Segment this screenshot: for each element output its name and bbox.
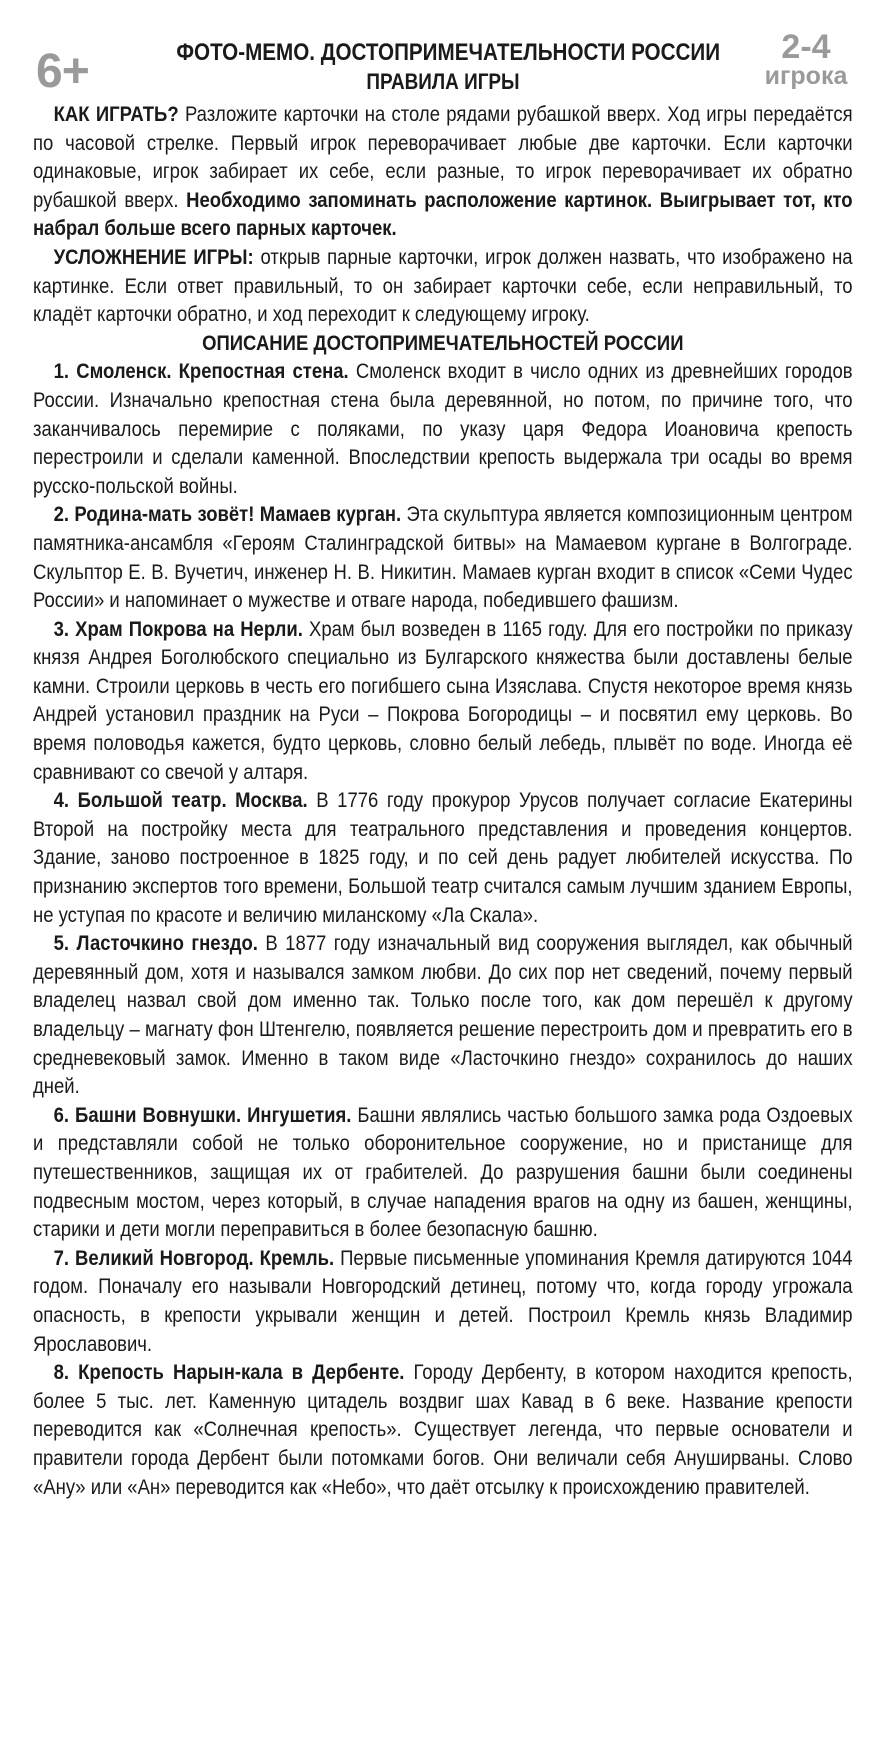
landmark-title: 8. Крепость Нарын-кала в Дербенте. <box>53 1360 405 1385</box>
title-block <box>133 37 753 95</box>
header <box>33 30 853 100</box>
landmark-paragraph <box>33 1244 853 1358</box>
landmark-text: Храм был возведен в 1165 году. Для его постройки по приказу князя Андрея Боголюбского специально из Булгарского княжества были доставлены белые камни. Строили церковь в честь его погибшего сына Изяслава. Спустя некоторое время князь Андрей установил праздник на Руси – Покрова Богородицы – и посвятил ему церковь. Во время половодья кажется, будто церковь, словно белый лебедь, плывёт по воде. Иногда её сравнивают со свечой у алтаря. <box>33 616 853 784</box>
landmark-title: 1. Смоленск. Крепостная стена. <box>53 359 349 384</box>
landmark-text: Первые письменные упоминания Кремля датируются 1044 годом. Поначалу его называли Новгородский детинец, потому что, когда городу угрожала опасность, в крепости укрывали женщин и детей. Построил Кремль князь Владимир Ярославович. <box>33 1245 853 1356</box>
landmark-paragraph <box>33 1358 853 1501</box>
complication-text: открыв парные карточки, игрок должен назвать, что изображено на картинке. Если ответ правильный, то он забирает карточки себе, если неправильный, то кладёт карточки обратно, и ход переходит к следующему игроку. <box>33 244 853 327</box>
landmark-text: В 1776 году прокурор Урусов получает согласие Екатерины Второй на постройку места для театрального представления и проведения концертов. Здание, заново построенное в 1825 году, и по сей день радует любителей искусства. По признанию экспертов того времени, Большой театр считался самым лучшим зданием Европы, не уступая по красоте и величию миланскому «Ла Скала». <box>33 788 853 927</box>
players-label: игрока <box>764 62 848 90</box>
landmark-text: Эта скульптура является композиционным центром памятника-ансамбля «Героям Сталинградской битвы» на Мамаевом кургане в Волгограде. Скульптор Е. В. Вучетич, инженер Н. В. Никитин. Мамаев курган входит в список «Семи Чудес России» и напоминает о мужестве и отваге народа, победившего фашизм. <box>33 502 853 613</box>
landmark-paragraph <box>33 786 853 929</box>
landmark-text: Башни являлись частью большого замка рода Оздоевых и представляли собой не только оборонительное сооружение, но и пристанище для путешественников, защищая их от грабителей. До разрушения башни были соединены подвесным мостом, через который, в случае нападения врагов на одну из башен, женщины, старики и дети могли переправиться в более безопасную башню. <box>33 1102 853 1242</box>
landmark-text: В 1877 году изначальный вид сооружения выглядел, как обычный деревянный дом, хотя и назывался замком любви. До сих пор нет сведений, почему первый владелец назвал свой дом именно так. Только после того, как дом перешёл к другому владельцу – магнату фон Штенгелю, появляется решение перестроить дом и превратить его в средневековый замок. Именно в таком виде «Ласточкино гнездо» сохранилось до наших дней. <box>33 931 853 1099</box>
how-to-play-paragraph <box>33 100 853 243</box>
landmark-paragraph <box>33 615 853 787</box>
landmark-title: 3. Храм Покрова на Нерли. <box>53 616 303 641</box>
section-heading: ОПИСАНИЕ ДОСТОПРИМЕЧАТЕЛЬНОСТЕЙ РОССИИ <box>202 330 684 355</box>
landmark-paragraph <box>33 929 853 1101</box>
landmark-text: Городу Дербенту, в котором находится крепость, более 5 тыс. лет. Каменную цитадель воздвиг шах Кавад в 6 веке. Название крепости переводится как «Солнечная крепость». Существует легенда, что первые основатели и правители города Дербент были потомками богов. Они величали себя Ануширваны. Слово «Ану» или «Ан» переводится как «Небо», что даёт отсылку к происхождению правителей. <box>33 1360 853 1499</box>
complication-paragraph <box>33 243 853 329</box>
landmark-paragraph <box>33 500 853 614</box>
age-rating-badge: 6+ <box>36 45 89 98</box>
players-count: 2-4 <box>781 28 831 66</box>
landmark-title: 5. Ласточкино гнездо. <box>53 931 258 956</box>
page-title: ФОТО-МЕМО. ДОСТОПРИМЕЧАТЕЛЬНОСТИ РОССИИ <box>176 39 721 66</box>
landmark-paragraph <box>33 357 853 500</box>
players-count-badge <box>756 30 856 89</box>
rules-subtitle: ПРАВИЛА ИГРЫ <box>366 69 520 94</box>
body-text <box>33 100 853 1501</box>
how-to-play-heading: КАК ИГРАТЬ? <box>53 102 179 126</box>
landmark-title: 4. Большой театр. Москва. <box>53 788 308 813</box>
complication-heading: УСЛОЖНЕНИЕ ИГРЫ: <box>53 244 254 269</box>
landmark-title: 7. Великий Новгород. Кремль. <box>53 1245 335 1270</box>
rules-sheet <box>33 30 853 1501</box>
landmark-title: 6. Башни Вовнушки. Ингушетия. <box>53 1102 352 1127</box>
landmark-paragraph <box>33 1101 853 1244</box>
how-to-play-emphasis: Необходимо запоминать расположение картинок. Выигрывает тот, кто набрал больше всего парных карточек. <box>33 187 853 241</box>
how-to-play-text: Разложите карточки на столе рядами рубашкой вверх. Ход игры передаётся по часовой стрелке. Первый игрок переворачивает любые две карточки. Если карточки одинаковые, игрок забирает их себе, если разные, то игрок переворачивает их обратно рубашкой вверх. <box>33 102 853 212</box>
landmark-text: Смоленск входит в число одних из древнейших городов России. Изначально крепостная стена была деревянной, но потом, по причине того, что заканчивалось перемирие с поляками, по указу царя Федора Иоановича крепость перестроили и сделали каменной. Впоследствии крепость выдержала три осады во время русско-польской войны. <box>33 359 853 498</box>
landmark-title: 2. Родина-мать зовёт! Мамаев курган. <box>53 502 402 527</box>
